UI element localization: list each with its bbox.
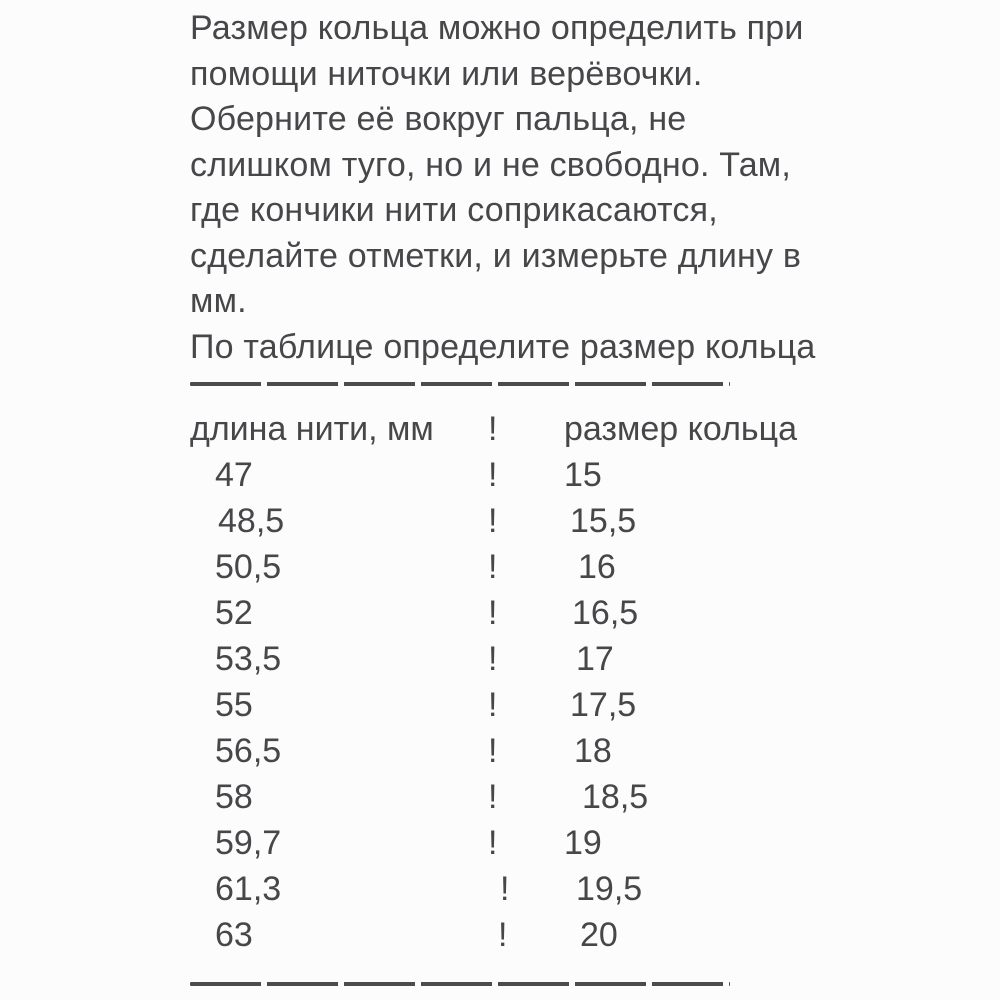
instruction-line: помощи ниточки или верёвочки.: [190, 54, 703, 93]
column-separator: !: [488, 409, 498, 448]
separator-cell: !: [488, 731, 498, 770]
divider-bottom: [190, 982, 730, 986]
separator-cell: !: [488, 455, 498, 494]
size-cell: 18,5: [582, 777, 649, 816]
length-cell: 50,5: [215, 547, 282, 586]
table-header-row: [190, 406, 830, 452]
length-cell: 48,5: [218, 501, 285, 540]
size-cell: 20: [580, 915, 618, 954]
size-cell: 19,5: [576, 869, 643, 908]
separator-cell: !: [488, 501, 498, 540]
table-row: [190, 912, 830, 958]
table-row: [190, 682, 830, 728]
length-cell: 52: [215, 593, 253, 632]
size-cell: 19: [564, 823, 602, 862]
length-cell: 59,7: [215, 823, 282, 862]
separator-cell: !: [498, 915, 508, 954]
size-cell: 16,5: [572, 593, 639, 632]
table-row: [190, 728, 830, 774]
length-cell: 63: [215, 915, 253, 954]
separator-cell: !: [488, 547, 498, 586]
ring-size-table: [190, 406, 830, 958]
instruction-line: Размер кольца можно определить при: [190, 9, 804, 47]
separator-cell: !: [488, 685, 498, 724]
instructions-paragraph: [190, 6, 830, 370]
instruction-line: Оберните её вокруг пальца, не: [190, 100, 687, 138]
size-cell: 15: [564, 455, 602, 494]
separator-cell: !: [488, 777, 498, 816]
instruction-line: где кончики нити соприкасаются,: [190, 191, 718, 229]
separator-cell: !: [500, 869, 510, 908]
table-row: [190, 590, 830, 636]
table-row: [190, 544, 830, 590]
table-row: [190, 774, 830, 820]
size-cell: 16: [578, 547, 616, 586]
length-cell: 55: [215, 685, 253, 724]
size-cell: 17,5: [570, 685, 637, 724]
table-row: [190, 452, 830, 498]
length-cell: 53,5: [215, 639, 282, 678]
size-cell: 15,5: [570, 501, 637, 540]
table-row: [190, 866, 830, 912]
divider-top: [190, 382, 730, 386]
table-row: [190, 498, 830, 544]
instruction-line: сделайте отметки, и измерьте длину в: [190, 236, 802, 275]
instruction-line: мм.: [190, 282, 247, 320]
length-column-header: длина нити, мм: [190, 409, 434, 448]
instruction-line: слишком туго, но и не свободно. Там,: [190, 145, 792, 184]
separator-cell: !: [488, 823, 498, 862]
size-cell: 18: [574, 731, 612, 770]
table-row: [190, 636, 830, 682]
instruction-line: По таблице определите размер кольца: [190, 327, 816, 366]
length-cell: 56,5: [215, 731, 282, 770]
separator-cell: !: [488, 639, 498, 678]
table-row: [190, 820, 830, 866]
length-cell: 47: [215, 455, 253, 494]
size-column-header: размер кольца: [564, 409, 798, 448]
size-cell: 17: [576, 639, 614, 678]
ring-size-guide: [190, 6, 830, 986]
length-cell: 58: [215, 777, 253, 816]
length-cell: 61,3: [215, 869, 282, 908]
separator-cell: !: [488, 593, 498, 632]
